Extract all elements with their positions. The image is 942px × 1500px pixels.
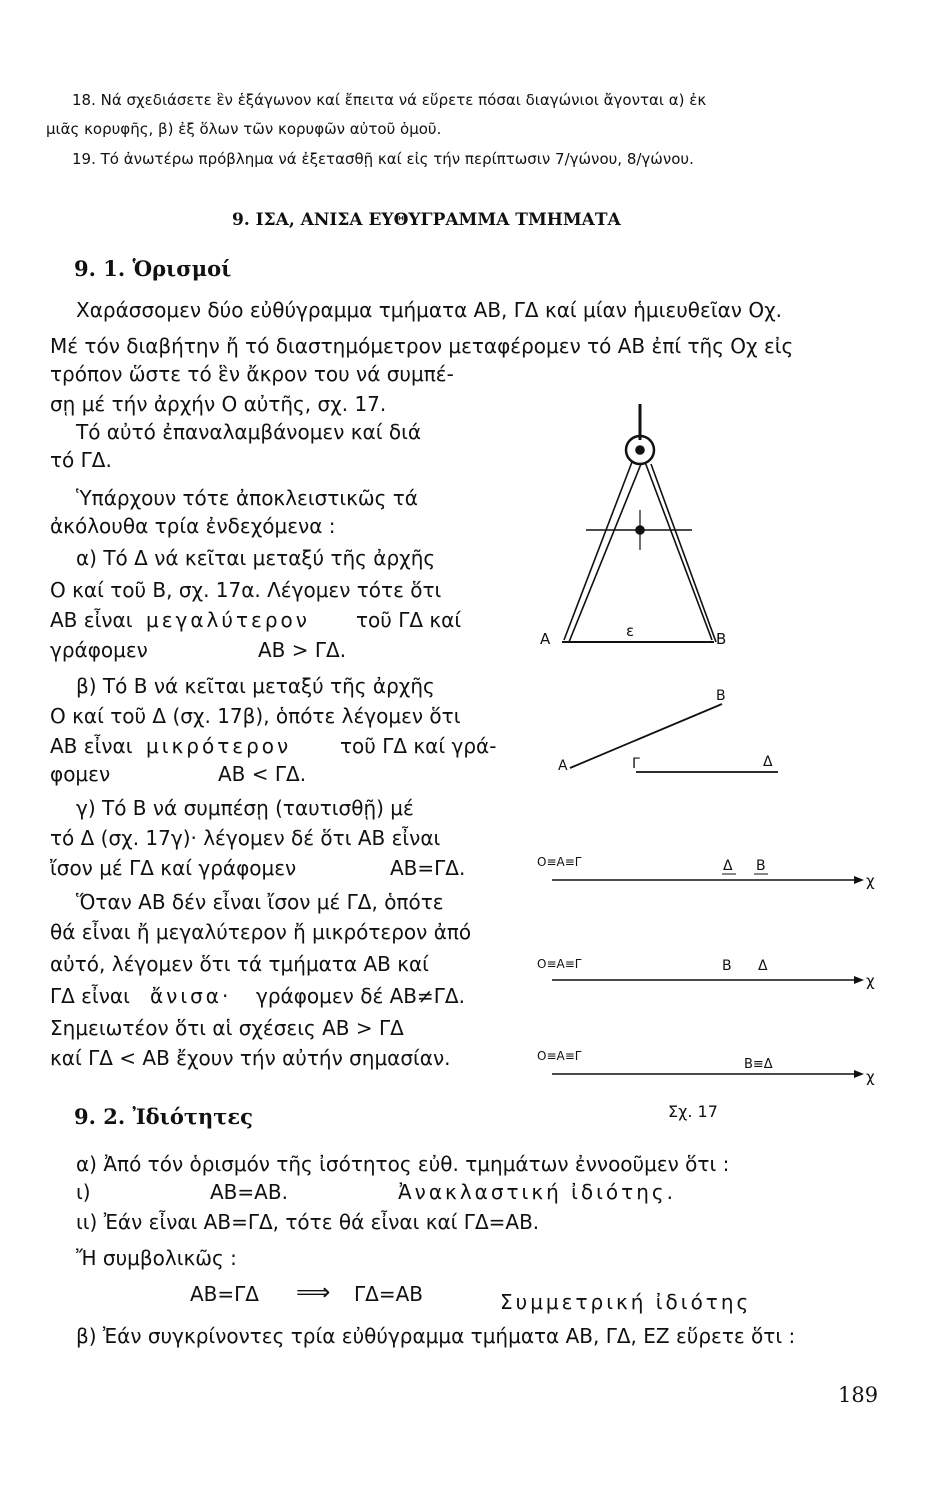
chapter-title: 9. ΙΣΑ, ΑΝΙΣΑ ΕΥΘΥΓΡΑΜΜΑ ΤΜΗΜΑΤΑ	[232, 210, 621, 230]
ray-mark-label: Δ	[723, 858, 733, 874]
formula: ΑΒ < ΓΔ.	[218, 762, 307, 786]
ray-axis-label: χ	[866, 1068, 875, 1086]
text-line: θά εἶναι ἤ μεγαλύτερον ἤ μικρότερον ἀπό	[50, 920, 472, 944]
text-line: γ) Τό Β νά συμπέσῃ (ταυτισθῇ) μέ	[76, 796, 414, 820]
text-line: α) Τό Δ νά κεῖται μεταξύ τῆς ἀρχῆς	[76, 546, 436, 570]
property-name: Ἀνακλαστική ἰδιότης.	[398, 1180, 676, 1204]
text-line: γράφομεν δέ ΑΒ≠ΓΔ.	[256, 984, 465, 1008]
text-line: Ἤ συμβολικῶς :	[76, 1246, 237, 1270]
ray-origin-label: Ο≡Α≡Γ	[537, 855, 582, 869]
compass-label-b: Β	[716, 630, 727, 648]
text-line: αὐτό, λέγομεν ὅτι τά τμήματα ΑΒ καί	[50, 952, 429, 976]
text-line: ΓΔ εἶναι	[50, 984, 130, 1008]
text-line: τό ΓΔ.	[50, 448, 112, 472]
ray-mark-label: Δ	[758, 958, 768, 974]
text-line: τό Δ (σχ. 17γ)· λέγομεν δέ ὅτι ΑΒ εἶναι	[50, 826, 441, 850]
text-line: ΑΒ εἶναι	[50, 734, 133, 758]
exercise-18-line-2: μιᾶς κορυφῆς, β) ἐξ ὅλων τῶν κορυφῶν αὐτοῦ ὁμοῦ.	[46, 120, 442, 138]
page-number: 189	[838, 1383, 879, 1407]
section-2-heading: 9. 2. Ἰδιότητες	[74, 1104, 253, 1129]
ray-mark-label: Β	[756, 858, 766, 874]
text-line: β) Τό Β νά κεῖται μεταξύ τῆς ἀρχῆς	[76, 674, 435, 698]
section-1-heading: 9. 1. Ὁρισμοί	[74, 256, 232, 281]
segment-ab	[570, 704, 722, 768]
ray-origin-label: Ο≡Α≡Γ	[537, 1049, 582, 1063]
exercise-18-line-1: 18. Νά σχεδιάσετε ἓν ἑξάγωνον καί ἔπειτα νά εὕρετε πόσαι διαγώνιοι ἄγονται α) ἐκ	[72, 91, 707, 109]
compass-label-epsilon: ε	[626, 622, 635, 640]
formula: ΑΒ > ΓΔ.	[258, 638, 347, 662]
text-line: τοῦ ΓΔ καί	[356, 608, 462, 632]
segment-label-a: Α	[558, 758, 568, 774]
text-line: Ο καί τοῦ Β, σχ. 17α. Λέγομεν τότε ὅτι	[50, 578, 442, 602]
text-line: ἀκόλουθα τρία ἐνδεχόμενα :	[50, 514, 336, 538]
segment-label-d: Δ	[763, 754, 773, 770]
text-line: Ὅταν ΑΒ δέν εἶναι ἴσον μέ ΓΔ, ὁπότε	[76, 890, 444, 914]
compass-right-leg	[645, 462, 716, 642]
text-line: Χαράσσομεν δύο εὐθύγραμμα τμήματα ΑΒ, ΓΔ καί μίαν ἡμιευθεῖαν Οχ.	[76, 298, 782, 322]
compass-pivot	[636, 446, 644, 454]
text-line: ι)	[76, 1180, 91, 1204]
text-line: β) Ἐάν συγκρίνοντες τρία εὐθύγραμμα τμήματα ΑΒ, ΓΔ, ΕΖ εὕρετε ὅτι :	[76, 1324, 796, 1348]
text-line: α) Ἀπό τόν ὁρισμόν τῆς ἰσότητος εὐθ. τμημάτων ἐννοοῦμεν ὅτι :	[76, 1152, 730, 1176]
text-line: Ο καί τοῦ Δ (σχ. 17β), ὁπότε λέγομεν ὅτι	[50, 704, 461, 728]
ray-axis-label: χ	[866, 972, 875, 990]
ray-arrowhead	[854, 1070, 864, 1078]
emphasis-term: μικρότερον	[146, 734, 292, 758]
segment-label-b: Β	[716, 688, 726, 704]
compass-label-a: Α	[540, 630, 551, 648]
figure-caption: Σχ. 17	[668, 1102, 718, 1121]
implies-arrow: ⟹	[296, 1278, 331, 1306]
ray-arrowhead	[854, 876, 864, 884]
text-line: γράφομεν	[50, 638, 148, 662]
text-line: Τό αὐτό ἐπαναλαμβάνομεν καί διά	[76, 420, 422, 444]
formula: ΑΒ=ΓΔ	[190, 1282, 259, 1306]
exercise-19: 19. Τό ἀνωτέρω πρόβλημα νά ἐξετασθῇ καί εἰς τήν περίπτωσιν 7/γώνου, 8/γώνου.	[72, 150, 694, 168]
ray-origin-label: Ο≡Α≡Γ	[537, 957, 582, 971]
text-line: ΑΒ εἶναι	[50, 608, 133, 632]
emphasis-term: ἄνισα·	[150, 984, 232, 1008]
ray-arrowhead	[854, 976, 864, 984]
text-line: ἴσον μέ ΓΔ καί γράφομεν	[50, 856, 297, 880]
text-line: καί ΓΔ < ΑΒ ἔχουν τήν αὐτήν σημασίαν.	[50, 1046, 451, 1070]
ray-mark-label: Β	[722, 958, 732, 974]
ray-axis-label: χ	[866, 872, 875, 890]
text-line: Ὑπάρχουν τότε ἀποκλειστικῶς τά	[76, 486, 418, 510]
property-name: Συμμετρική ἰδιότης	[500, 1290, 752, 1314]
compass-illustration	[562, 404, 716, 642]
formula: ΑΒ=ΑΒ.	[210, 1180, 288, 1204]
text-line: τοῦ ΓΔ καί γρά-	[340, 734, 497, 758]
segment-label-g: Γ	[632, 756, 640, 772]
emphasis-term: μεγαλύτερον	[146, 608, 310, 632]
text-line: φομεν	[50, 762, 111, 786]
compass-left-leg	[564, 462, 641, 642]
formula: ΑΒ=ΓΔ.	[390, 856, 466, 880]
ray-mark-label: Β≡Δ	[744, 1057, 773, 1072]
formula: ΓΔ=ΑΒ	[354, 1282, 423, 1306]
text-line: Μέ τόν διαβήτην ἤ τό διαστημόμετρον μεταφέρομεν τό ΑΒ ἐπί τῆς Οχ εἰς	[50, 334, 794, 358]
text-line: σῃ μέ τήν ἀρχήν Ο αὐτῆς, σχ. 17.	[50, 392, 387, 416]
text-line: Σημειωτέον ὅτι αἱ σχέσεις ΑΒ > ΓΔ	[50, 1016, 404, 1040]
text-line: ιι) Ἐάν εἶναι ΑΒ=ΓΔ, τότε θά εἶναι καί ΓΔ=ΑΒ.	[76, 1210, 540, 1234]
text-line: τρόπον ὥστε τό ἓν ἄκρον του νά συμπέ-	[50, 362, 454, 386]
